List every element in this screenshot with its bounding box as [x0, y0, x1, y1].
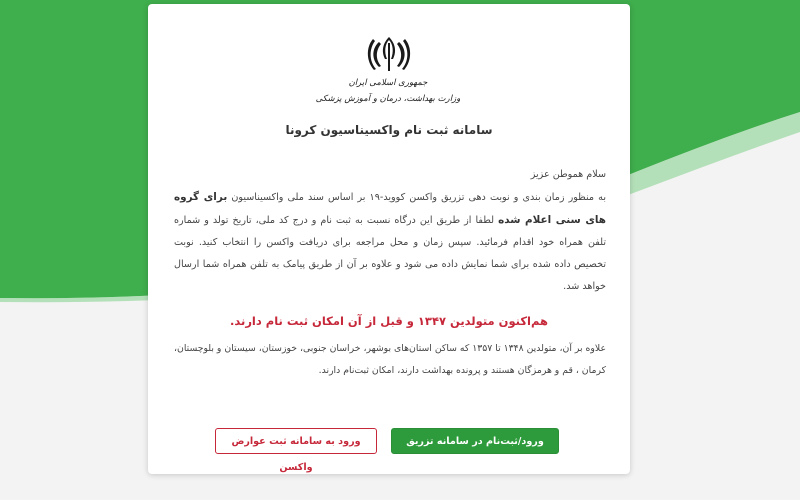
ministry-line-1: جمهوری اسلامی ایران	[348, 78, 428, 88]
provinces-paragraph: علاوه بر آن، متولدین ۱۳۴۸ تا ۱۳۵۷ که ساکن استان‌های بوشهر، خراسان جنوبی، خوزستان، سیستان و بلوچستان، کرمان ، قم و هرمزگان هستند و پرونده بهداشت دارند، امکان ثبت‌نام دارند.	[174, 343, 606, 376]
iran-emblem-icon	[366, 34, 412, 76]
eligibility-highlight: هم‌اکنون متولدین ۱۳۴۷ و قبل از آن امکان ثبت نام دارند.	[229, 314, 548, 328]
intro-paragraph	[174, 164, 606, 298]
ministry-line-2: وزارت بهداشت، درمان و آموزش پزشکی	[315, 94, 461, 104]
intro-part2: لطفا از طریق این درگاه نسبت به ثبت نام و درج کد ملی، تاریخ تولد و شماره تلفن همراه خود اقدام فرمائید. سپس زمان و محل مراجعه برای دریافت واکسن را انتخاب کنید. نوبت تخصیص داده شده برای شما نمایش داده می شود و علاوه بر آن از طریق پیامک به تلفن همراه شما ارسال خواهد شد.	[174, 215, 606, 292]
registration-card	[148, 4, 630, 474]
intro-body	[174, 186, 606, 298]
side-effects-registration-button[interactable]: ورود به سامانه ثبت عوارض واکسن	[215, 428, 377, 454]
vaccine-registration-button[interactable]: ورود/ثبت‌نام در سامانه تزریق واکسن	[391, 428, 559, 454]
intro-part1: به منظور زمان بندی و نوبت دهی تزریق واکسن کووید-۱۹ بر اساس سند ملی واکسیناسیون	[231, 192, 606, 203]
page-title: سامانه ثبت نام واکسیناسیون کرونا	[285, 123, 493, 137]
intro-bold: برای گروه های سنی اعلام شده	[174, 191, 606, 226]
greeting: سلام هموطن عزیز	[530, 169, 606, 180]
